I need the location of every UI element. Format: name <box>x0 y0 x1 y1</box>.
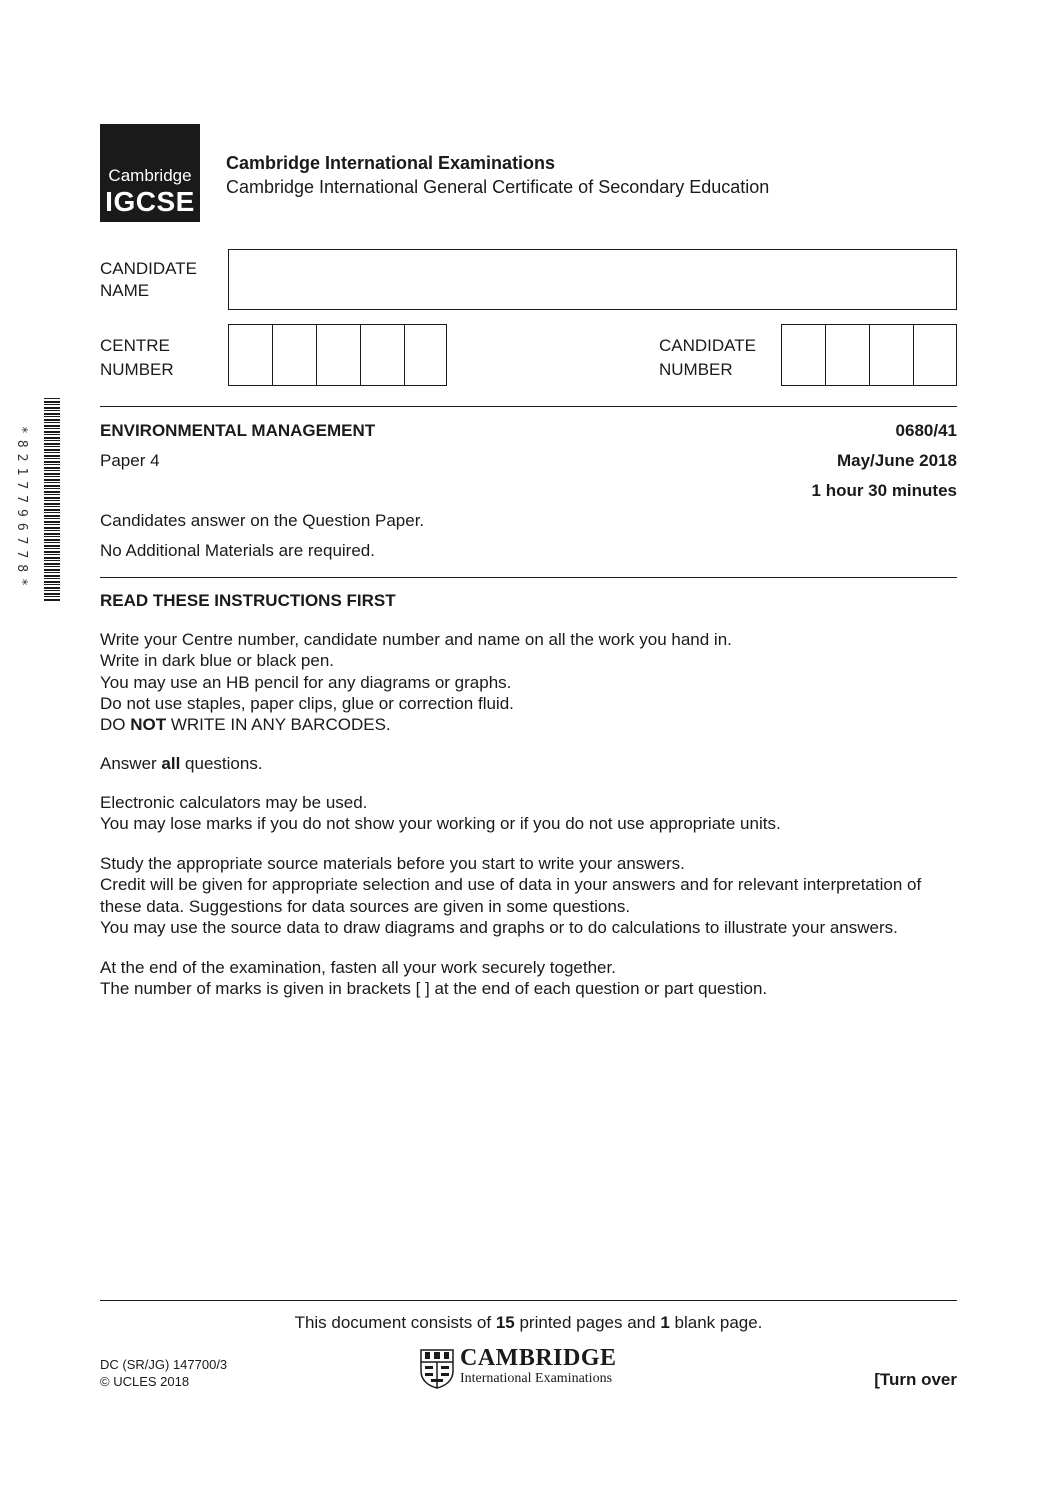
candidate-number-label <box>659 334 756 382</box>
centre-number-field[interactable] <box>228 324 447 386</box>
centre-number-cell[interactable] <box>361 325 405 385</box>
instruction-line: You may use the source data to draw diagrams and graphs or to do calculations to illustrate your answers. <box>100 917 898 937</box>
materials-note: No Additional Materials are required. <box>100 541 375 560</box>
candidate-number-label-line2: NUMBER <box>659 360 733 379</box>
candidate-number-cell[interactable] <box>782 325 826 385</box>
instruction-line: Electronic calculators may be used. <box>100 793 368 812</box>
syllabus-code: 0680/41 <box>895 421 957 440</box>
barcode-text: *8217796778* <box>14 426 29 592</box>
instruction-emphasis: all <box>161 754 181 773</box>
candidate-name-field[interactable] <box>228 249 957 310</box>
barcode <box>44 398 60 602</box>
instruction-text: questions. <box>180 754 263 773</box>
centre-number-cell[interactable] <box>317 325 361 385</box>
instruction-text: Answer <box>100 754 162 773</box>
exam-session: May/June 2018 <box>836 451 957 470</box>
instruction-line: Credit will be given for appropriate selection and use of data in your answers and for relevant interpretation of these data. Suggestions for data sources are given in some questions. <box>100 875 922 916</box>
instruction-line: The number of marks is given in brackets [ ] at the end of each question or part question. <box>100 979 768 999</box>
exam-duration: 1 hour 30 minutes <box>811 481 957 500</box>
instruction-line <box>100 753 960 774</box>
centre-number-cell[interactable] <box>405 325 446 385</box>
instruction-line: Study the appropriate source materials before you start to write your answers. <box>100 854 685 873</box>
centre-number-cell[interactable] <box>273 325 317 385</box>
instruction-line: You may lose marks if you do not show your working or if you do not use appropriate units. <box>100 814 781 834</box>
instructions-block-sources <box>100 853 962 938</box>
instruction-line: You may use an HB pencil for any diagrams or graphs. <box>100 672 512 692</box>
cambridge-wordmark: CAMBRIDGE <box>460 1345 617 1371</box>
cambridge-wordmark-subtitle: International Examinations <box>460 1371 613 1386</box>
cambridge-crest-icon <box>420 1349 454 1389</box>
centre-number-label-line2: NUMBER <box>100 360 174 379</box>
page-count-text: blank page. <box>669 1313 763 1332</box>
divider <box>100 406 957 407</box>
centre-number-cell[interactable] <box>229 325 273 385</box>
document-reference: DC (SR/JG) 147700/3 <box>100 1357 228 1372</box>
instruction-line: Write in dark blue or black pen. <box>100 651 335 671</box>
candidate-number-label-line1: CANDIDATE <box>659 336 756 355</box>
instruction-emphasis: NOT <box>130 715 167 735</box>
header-title: Cambridge International Examinations <box>226 153 556 173</box>
candidate-number-cell[interactable] <box>826 325 870 385</box>
instruction-line: At the end of the examination, fasten all your work securely together. <box>100 958 616 977</box>
candidate-number-cell[interactable] <box>914 325 956 385</box>
instructions-block-calculators <box>100 792 960 835</box>
candidate-name-label-line1: CANDIDATE <box>100 259 197 278</box>
centre-number-label <box>100 334 174 382</box>
instructions-block-answer <box>100 753 960 774</box>
instructions-heading: READ THESE INSTRUCTIONS FIRST <box>100 591 396 610</box>
candidate-name-label <box>100 258 197 302</box>
page-count-number: 15 <box>495 1313 515 1332</box>
blank-page-number: 1 <box>660 1313 670 1332</box>
instruction-line: Write your Centre number, candidate number and name on all the work you hand in. <box>100 630 732 649</box>
instructions-block-end <box>100 957 960 1000</box>
centre-number-label-line1: CENTRE <box>100 336 170 355</box>
candidate-number-cell[interactable] <box>870 325 914 385</box>
page-count-note <box>100 1313 957 1333</box>
answer-note: Candidates answer on the Question Paper. <box>100 511 425 530</box>
logo-top-text: Cambridge <box>108 166 192 185</box>
divider <box>100 577 957 578</box>
instruction-line <box>100 714 960 735</box>
instruction-text: WRITE IN ANY BARCODES. <box>166 715 391 735</box>
turn-over-label: [Turn over <box>874 1370 957 1389</box>
candidate-name-label-line2: NAME <box>100 281 150 300</box>
footer-divider <box>100 1300 957 1301</box>
header-subtitle: Cambridge International General Certificate of Secondary Education <box>226 177 770 197</box>
instruction-line: Do not use staples, paper clips, glue or correction fluid. <box>100 693 514 713</box>
page-count-text: printed pages and <box>514 1313 661 1332</box>
page-count-text: This document consists of <box>294 1313 496 1332</box>
subject-title: ENVIRONMENTAL MANAGEMENT <box>100 421 376 440</box>
logo-bottom-text: IGCSE <box>105 186 195 217</box>
instructions-block-general <box>100 629 960 735</box>
cambridge-igcse-logo <box>100 124 200 222</box>
instruction-text: DO <box>100 715 131 735</box>
paper-number: Paper 4 <box>100 451 160 470</box>
copyright-notice: © UCLES 2018 <box>100 1374 190 1389</box>
candidate-number-field[interactable] <box>781 324 957 386</box>
